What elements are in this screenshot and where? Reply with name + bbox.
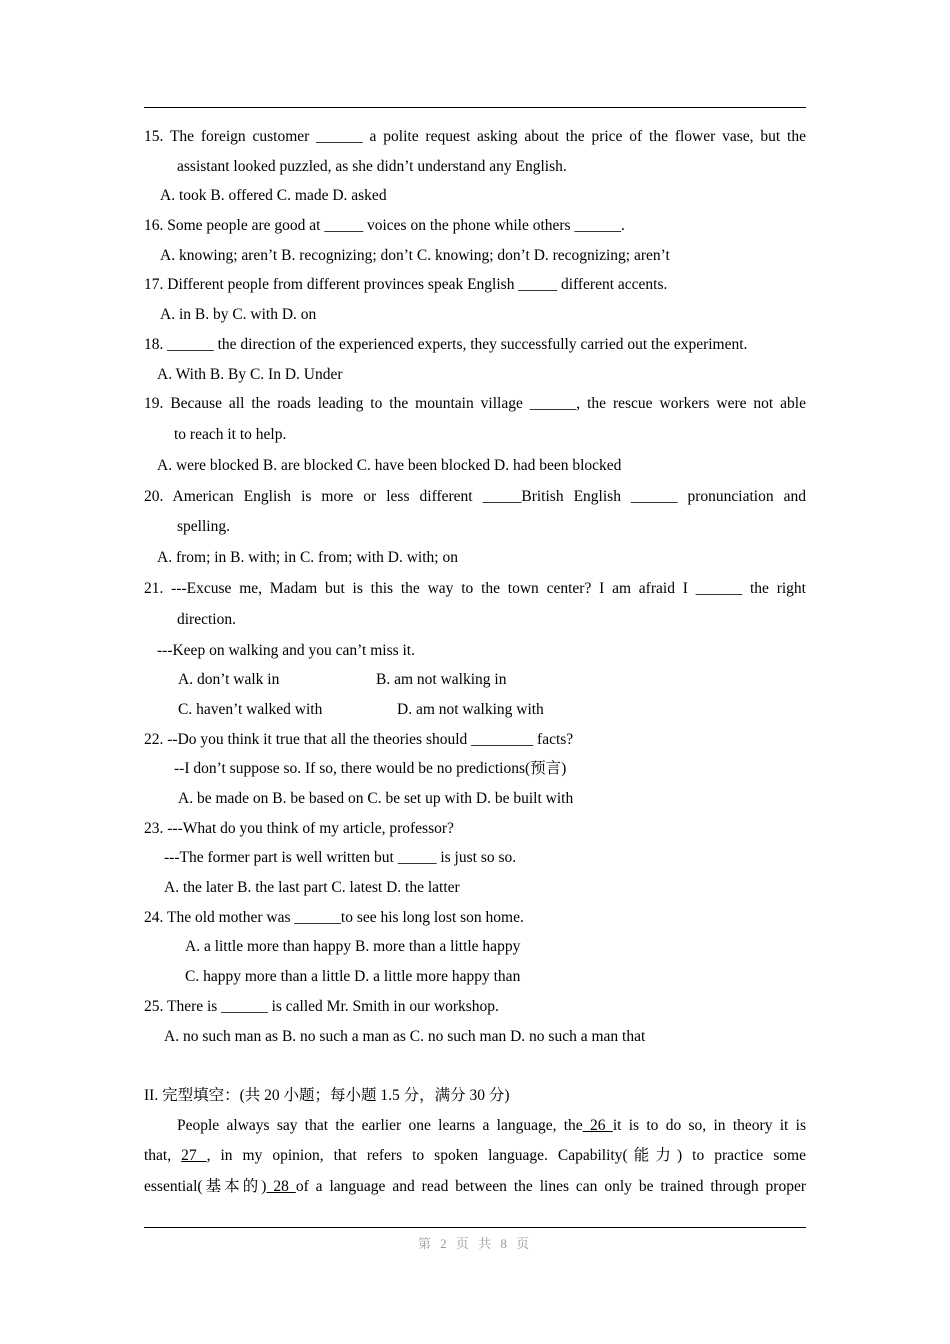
q21-reply: ---Keep on walking and you can’t miss it. [157, 641, 415, 659]
q21-option-a: A. don’t walk in [178, 671, 280, 689]
q15-stem-cont: assistant looked puzzled, as she didn’t understand any English. [177, 157, 567, 175]
page-number: 第 2 页 共 8 页 [417, 1236, 533, 1251]
q15-options: A. took B. offered C. made D. asked [160, 187, 387, 205]
cloze-blank-26[interactable]: 26 [582, 1116, 613, 1134]
q16-options: A. knowing; aren’t B. recognizing; don’t C. knowing; don’t D. recognizing; aren’t [160, 246, 670, 264]
cloze-line-3 [144, 1172, 806, 1203]
q21-option-b: B. am not walking in [376, 671, 507, 689]
cloze-text: , in my opinion, that refers to spoken language. Capability(能力) to practice some [206, 1147, 806, 1165]
q24-stem: 24. The old mother was ______to see his long lost son home. [144, 908, 524, 926]
q20-stem-cont: spelling. [177, 518, 230, 536]
cloze-text: essential(基本的) [144, 1178, 267, 1196]
section-spacer [144, 1051, 806, 1081]
q17-stem: 17. Different people from different provinces speak English _____ different accents. [144, 276, 668, 294]
exam-page-content [144, 122, 806, 1203]
q21-options-row2 [144, 695, 806, 725]
q20-options: A. from; in B. with; in C. from; with D. with; on [157, 549, 458, 567]
header-rule [144, 107, 806, 108]
q19-stem: 19. Because all the roads leading to the mountain village ______, the rescue workers were not able [144, 395, 806, 413]
footer-rule [144, 1227, 806, 1228]
q21-options-row1 [144, 665, 806, 695]
q16-stem: 16. Some people are good at _____ voices on the phone while others ______. [144, 217, 625, 235]
q22-options: A. be made on B. be based on C. be set up with D. be built with [178, 790, 574, 807]
q19-options: A. were blocked B. are blocked C. have been blocked D. had been blocked [157, 456, 622, 474]
q21-stem: 21. ---Excuse me, Madam but is this the way to the town center? I am afraid I ______ the right [144, 579, 806, 597]
q18-options: A. With B. By C. In D. Under [157, 365, 343, 383]
q24-options-row2: C. happy more than a little D. a little more happy than [185, 968, 521, 986]
section2-heading: II. 完型填空：(共 20 小题；每小题 1.5 分，满分 30 分) [144, 1086, 510, 1104]
q18-stem: 18. ______ the direction of the experienced experts, they successfully carried out the experiment. [144, 335, 748, 353]
q19-stem-cont: to reach it to help. [174, 425, 287, 443]
cloze-blank-28[interactable]: 28 [266, 1178, 296, 1196]
q23-reply: ---The former part is well written but _____ is just so so. [164, 849, 517, 867]
cloze-blank-27[interactable]: 27 [181, 1147, 207, 1165]
cloze-text: People always say that the earlier one learns a language, the [177, 1116, 583, 1134]
q24-options-row1: A. a little more than happy B. more than a little happy [185, 938, 521, 956]
cloze-line-1 [144, 1111, 806, 1142]
q23-options: A. the later B. the last part C. latest D. the latter [164, 879, 460, 897]
q22-stem: 22. --Do you think it true that all the theories should ________ facts? [144, 730, 574, 748]
cloze-text: it is to do so, in theory it is [612, 1116, 806, 1134]
cloze-text: of a language and read between the lines can only be trained through proper [295, 1178, 806, 1196]
q21-stem-cont: direction. [177, 610, 236, 628]
q22-reply: --I don’t suppose so. If so, there would be no predictions(预言) [174, 760, 567, 778]
q23-stem: 23. ---What do you think of my article, professor? [144, 819, 454, 837]
q21-option-d: D. am not walking with [397, 700, 544, 718]
q17-options: A. in B. by C. with D. on [160, 306, 317, 324]
q21-option-c: C. haven’t walked with [178, 700, 323, 718]
cloze-line-2 [144, 1141, 806, 1172]
q20-stem: 20. American English is more or less different _____British English ______ pronunciation and [144, 487, 806, 505]
q15-stem: 15. The foreign customer ______ a polite request asking about the price of the flower vase, but the [144, 128, 806, 145]
q25-stem: 25. There is ______ is called Mr. Smith in our workshop. [144, 997, 499, 1015]
q25-options: A. no such man as B. no such a man as C. no such man D. no such a man that [164, 1027, 646, 1045]
cloze-text: that, [144, 1147, 182, 1165]
